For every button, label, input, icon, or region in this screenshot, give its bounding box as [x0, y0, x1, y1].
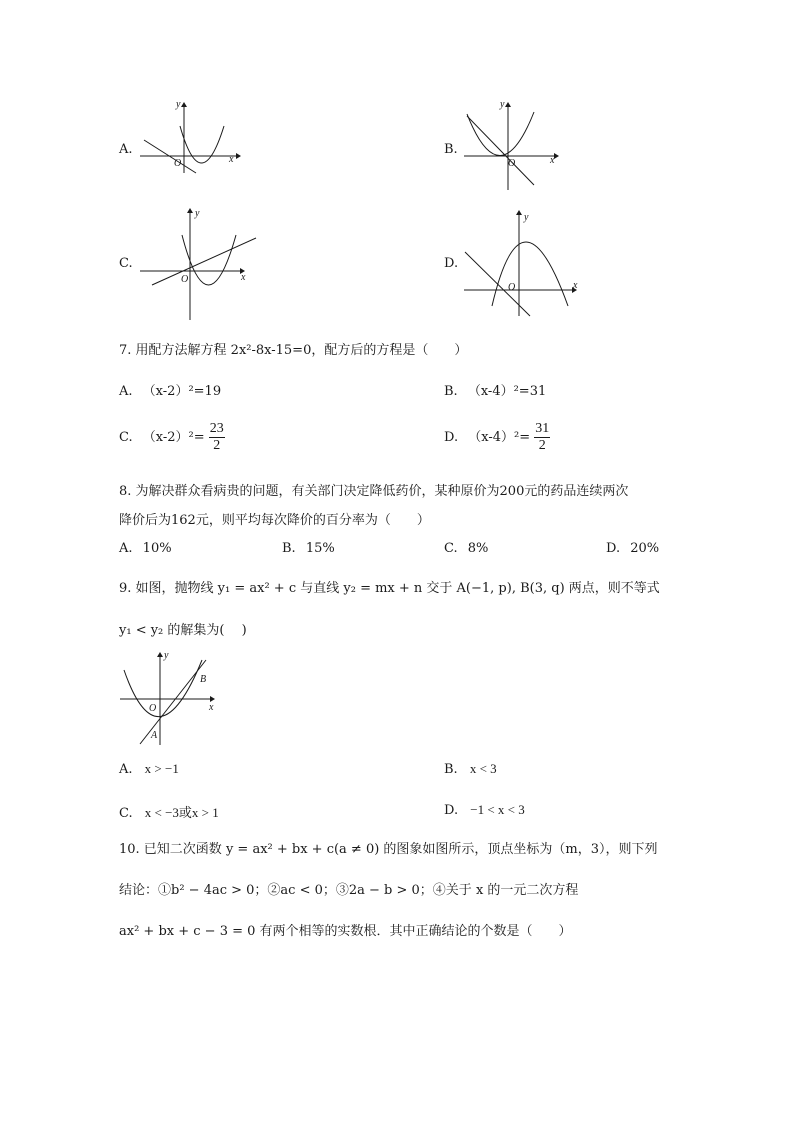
q9-point-a-label: A	[151, 730, 158, 741]
q7-option-c	[119, 421, 225, 454]
q6b-origin-label: O	[508, 158, 516, 169]
q6-graph-d	[462, 208, 587, 320]
q6-graph-a	[138, 100, 248, 175]
q6a-x-label: x	[229, 154, 234, 165]
q6c-y-label: y	[195, 208, 200, 219]
q7-b-letter: B.	[444, 384, 458, 399]
q6-option-a-letter: A.	[119, 142, 133, 157]
q6d-origin-label: O	[508, 282, 516, 293]
q6a-origin-label: O	[174, 158, 182, 169]
q9-c-text: x < −3或x > 1	[144, 805, 219, 820]
q7-a-letter: A.	[119, 384, 133, 399]
q9-a-letter: A.	[119, 762, 133, 777]
q10-stem-line1: 10. 已知二次函数 y = ax² + bx + c(a ≠ 0) 的图象如图所示，顶点坐标为（m，3），则下列	[119, 842, 658, 857]
q6-graph-b	[462, 100, 572, 192]
q7-c-letter: C.	[119, 430, 133, 445]
q6b-x-label: x	[550, 155, 555, 166]
q9-origin-label: O	[149, 703, 157, 714]
q7-c-expr: （x-2）²=	[142, 430, 205, 445]
q7-d-expr: （x-4）²=	[468, 430, 531, 445]
q7-b-expr: （x-4）²=31	[467, 384, 547, 399]
q8-option-b	[282, 541, 335, 556]
q8-a-letter: A.	[119, 541, 133, 556]
q9-b-letter: B.	[444, 762, 458, 777]
q8-b-text: 15%	[305, 541, 335, 556]
q7-option-b	[444, 380, 546, 399]
q7-c-denominator: 2	[213, 438, 221, 453]
q6a-y-label: y	[176, 99, 181, 110]
q6d-y-label: y	[524, 212, 529, 223]
q6c-origin-label: O	[181, 274, 189, 285]
q8-option-c	[444, 541, 488, 556]
q9-option-d	[444, 802, 525, 818]
q8-d-text: 20%	[630, 541, 660, 556]
q9-b-text: x < 3	[469, 761, 497, 776]
q6-graph-c	[138, 205, 258, 323]
q7-a-expr: （x-2）²=19	[142, 384, 222, 399]
q9-option-a	[119, 761, 179, 777]
q7-d-numerator: 31	[535, 421, 550, 436]
q7-c-fraction	[209, 421, 225, 454]
q7-d-denominator: 2	[538, 438, 546, 453]
q10-stem-line2: 结论：①b² − 4ac > 0；②ac < 0；③2a − b > 0；④关于 x 的一元二次方程	[119, 883, 579, 898]
q6b-y-label: y	[500, 99, 505, 110]
q7-option-a	[119, 380, 221, 399]
q9-x-label: x	[209, 702, 214, 713]
q7-d-fraction	[534, 421, 550, 454]
q9-option-b	[444, 761, 497, 777]
q9-point-b-label: B	[200, 674, 207, 685]
q7-d-letter: D.	[444, 430, 459, 445]
q9-d-text: −1 < x < 3	[470, 802, 525, 817]
q6d-x-label: x	[573, 280, 578, 291]
q9-d-letter: D.	[444, 803, 459, 818]
q6c-x-label: x	[241, 272, 246, 283]
q9-y-label: y	[164, 650, 169, 661]
q7-option-d	[444, 421, 550, 454]
q8-stem-line1: 8. 为解决群众看病贵的问题，有关部门决定降低药价，某种原价为200元的药品连续两次	[119, 484, 629, 499]
q8-option-d	[606, 541, 659, 556]
q6-option-c-letter: C.	[119, 256, 133, 271]
q7-stem: 7. 用配方法解方程 2x²-8x-15=0，配方后的方程是（ ）	[119, 343, 468, 358]
q9-c-letter: C.	[119, 806, 133, 821]
q6-option-b-letter: B.	[444, 142, 458, 157]
q8-c-letter: C.	[444, 541, 458, 556]
q9-figure	[118, 650, 223, 746]
q9-stem-line2: y₁ < y₂ 的解集为( )	[119, 623, 247, 638]
q8-stem-line2: 降价后为162元，则平均每次降价的百分率为（ ）	[119, 513, 430, 528]
q8-option-a	[119, 541, 172, 556]
q6-option-d-letter: D.	[444, 256, 459, 271]
q9-stem-line1: 9. 如图，抛物线 y₁ = ax² + c 与直线 y₂ = mx + n 交于 A(−1, p), B(3, q) 两点，则不等式	[119, 581, 660, 596]
q9-option-c	[119, 802, 219, 821]
q8-d-letter: D.	[606, 541, 621, 556]
q8-a-text: 10%	[142, 541, 172, 556]
q7-c-numerator: 23	[209, 421, 224, 436]
q10-stem-line3: ax² + bx + c − 3 = 0 有两个相等的实数根．其中正确结论的个数是（ ）	[119, 924, 572, 939]
q9-a-text: x > −1	[144, 761, 179, 776]
q8-c-text: 8%	[467, 541, 489, 556]
q8-b-letter: B.	[282, 541, 296, 556]
